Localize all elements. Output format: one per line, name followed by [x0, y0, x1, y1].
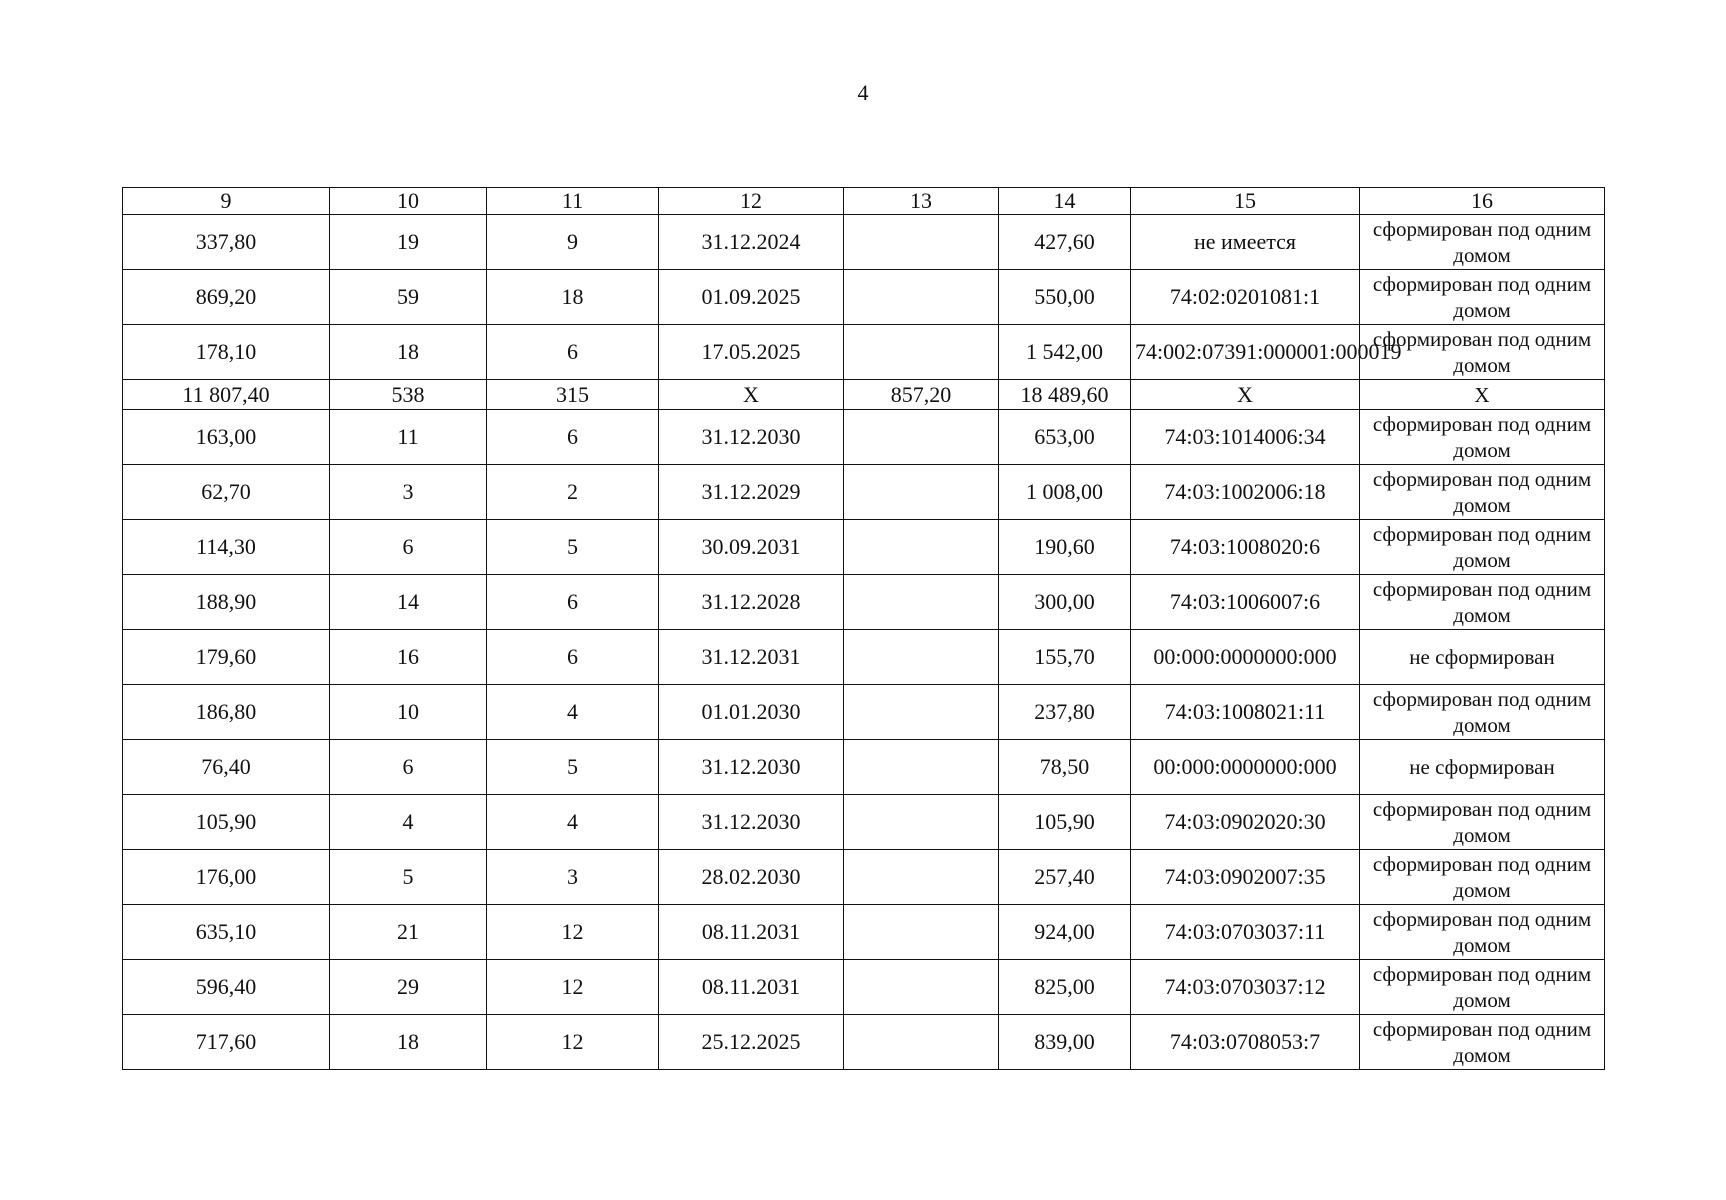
cell-area-14: 924,00 [999, 905, 1131, 960]
cell-area-9: 635,10 [123, 905, 330, 960]
cell-status-16: X [1360, 380, 1605, 410]
cell-area-14: 18 489,60 [999, 380, 1131, 410]
cell-count-11: 6 [487, 410, 659, 465]
cell-area-9: 186,80 [123, 685, 330, 740]
cell-count-10: 29 [330, 960, 487, 1015]
cell-cadastral-15: 74:03:1006007:6 [1131, 575, 1360, 630]
cell-cadastral-15: 74:03:1008021:11 [1131, 685, 1360, 740]
cell-area-13 [844, 905, 999, 960]
table-row [123, 1015, 1605, 1070]
cell-count-11: 12 [487, 960, 659, 1015]
cell-count-11: 4 [487, 685, 659, 740]
cell-count-10: 3 [330, 465, 487, 520]
cell-cadastral-15: 74:03:0708053:7 [1131, 1015, 1360, 1070]
cell-area-14: 237,80 [999, 685, 1131, 740]
column-header: 10 [330, 188, 487, 215]
cell-date-12: 08.11.2031 [659, 905, 844, 960]
cell-area-9: 76,40 [123, 740, 330, 795]
cell-area-14: 427,60 [999, 215, 1131, 270]
cell-cadastral-15: не имеется [1131, 215, 1360, 270]
cell-count-10: 6 [330, 740, 487, 795]
cell-count-11: 3 [487, 850, 659, 905]
cell-area-9: 717,60 [123, 1015, 330, 1070]
cell-area-14: 300,00 [999, 575, 1131, 630]
cell-status-16: сформирован под одним домом [1360, 215, 1605, 270]
table-row [123, 270, 1605, 325]
table-row [123, 685, 1605, 740]
cell-area-9: 176,00 [123, 850, 330, 905]
cell-count-11: 18 [487, 270, 659, 325]
cell-cadastral-15: 74:03:1014006:34 [1131, 410, 1360, 465]
cell-count-11: 315 [487, 380, 659, 410]
cell-status-16: сформирован под одним домом [1360, 850, 1605, 905]
cell-area-14: 155,70 [999, 630, 1131, 685]
cell-count-11: 9 [487, 215, 659, 270]
cell-count-10: 16 [330, 630, 487, 685]
cell-area-13 [844, 215, 999, 270]
table-row [123, 325, 1605, 380]
cell-date-12: 31.12.2029 [659, 465, 844, 520]
cell-count-10: 538 [330, 380, 487, 410]
cell-count-10: 59 [330, 270, 487, 325]
table-row [123, 520, 1605, 575]
column-header: 12 [659, 188, 844, 215]
cell-date-12: 17.05.2025 [659, 325, 844, 380]
cell-status-16: сформирован под одним домом [1360, 575, 1605, 630]
cell-status-16: не сформирован [1360, 630, 1605, 685]
cell-count-10: 19 [330, 215, 487, 270]
cell-date-12: 28.02.2030 [659, 850, 844, 905]
page-number: 4 [857, 80, 869, 105]
cell-status-16: сформирован под одним домом [1360, 325, 1605, 380]
cell-area-13 [844, 465, 999, 520]
cell-date-12: 30.09.2031 [659, 520, 844, 575]
cell-area-9: 11 807,40 [123, 380, 330, 410]
cell-area-9: 188,90 [123, 575, 330, 630]
cell-status-16: сформирован под одним домом [1360, 905, 1605, 960]
cell-area-9: 163,00 [123, 410, 330, 465]
cell-count-10: 5 [330, 850, 487, 905]
cell-date-12: 31.12.2030 [659, 795, 844, 850]
cell-area-13 [844, 685, 999, 740]
cell-status-16: сформирован под одним домом [1360, 410, 1605, 465]
cell-count-11: 6 [487, 575, 659, 630]
cell-area-13 [844, 850, 999, 905]
cell-area-13 [844, 630, 999, 685]
cell-count-10: 14 [330, 575, 487, 630]
cell-area-13 [844, 740, 999, 795]
cell-area-9: 596,40 [123, 960, 330, 1015]
cell-count-10: 6 [330, 520, 487, 575]
cell-date-12: 31.12.2030 [659, 740, 844, 795]
cell-area-13 [844, 795, 999, 850]
table-row [123, 795, 1605, 850]
header-row [123, 188, 1605, 215]
cell-area-13 [844, 575, 999, 630]
table-row [123, 215, 1605, 270]
cell-count-11: 5 [487, 520, 659, 575]
cell-cadastral-15: 00:000:0000000:000 [1131, 740, 1360, 795]
cell-area-14: 653,00 [999, 410, 1131, 465]
cell-area-14: 257,40 [999, 850, 1131, 905]
table-row [123, 410, 1605, 465]
cell-date-12: 31.12.2028 [659, 575, 844, 630]
cell-area-9: 337,80 [123, 215, 330, 270]
cell-status-16: сформирован под одним домом [1360, 465, 1605, 520]
cell-area-9: 869,20 [123, 270, 330, 325]
cell-cadastral-15: 74:03:0902007:35 [1131, 850, 1360, 905]
cell-count-11: 5 [487, 740, 659, 795]
cell-count-10: 18 [330, 1015, 487, 1070]
cell-cadastral-15: 74:03:0703037:11 [1131, 905, 1360, 960]
cell-count-10: 4 [330, 795, 487, 850]
cell-area-9: 105,90 [123, 795, 330, 850]
cell-status-16: сформирован под одним домом [1360, 685, 1605, 740]
cell-date-12: 08.11.2031 [659, 960, 844, 1015]
cell-count-10: 10 [330, 685, 487, 740]
cell-cadastral-15: 74:03:1008020:6 [1131, 520, 1360, 575]
table-body [123, 215, 1605, 1070]
cell-area-9: 179,60 [123, 630, 330, 685]
cell-cadastral-15: 74:03:0703037:12 [1131, 960, 1360, 1015]
cell-date-12: 31.12.2024 [659, 215, 844, 270]
table-row [123, 850, 1605, 905]
cell-status-16: сформирован под одним домом [1360, 1015, 1605, 1070]
column-header: 16 [1360, 188, 1605, 215]
cell-area-14: 105,90 [999, 795, 1131, 850]
table-row [123, 575, 1605, 630]
cell-date-12: 31.12.2031 [659, 630, 844, 685]
cell-cadastral-15: 74:03:0902020:30 [1131, 795, 1360, 850]
cell-count-11: 4 [487, 795, 659, 850]
cell-status-16: сформирован под одним домом [1360, 520, 1605, 575]
cell-area-9: 178,10 [123, 325, 330, 380]
cell-date-12: 01.01.2030 [659, 685, 844, 740]
column-header: 15 [1131, 188, 1360, 215]
column-header: 9 [123, 188, 330, 215]
table-row [123, 740, 1605, 795]
cell-status-16: сформирован под одним домом [1360, 795, 1605, 850]
cell-area-13: 857,20 [844, 380, 999, 410]
cell-area-13 [844, 1015, 999, 1070]
cell-status-16: сформирован под одним домом [1360, 960, 1605, 1015]
cell-area-13 [844, 325, 999, 380]
cell-count-11: 6 [487, 630, 659, 685]
cell-cadastral-15: X [1131, 380, 1360, 410]
cell-area-14: 1 542,00 [999, 325, 1131, 380]
cell-count-10: 11 [330, 410, 487, 465]
cell-area-9: 114,30 [123, 520, 330, 575]
cell-date-12: 25.12.2025 [659, 1015, 844, 1070]
cell-count-10: 18 [330, 325, 487, 380]
cell-area-14: 550,00 [999, 270, 1131, 325]
cell-area-14: 190,60 [999, 520, 1131, 575]
cell-count-11: 12 [487, 905, 659, 960]
cell-cadastral-15: 74:002:07391:000001:000019 [1131, 325, 1360, 380]
cell-area-14: 825,00 [999, 960, 1131, 1015]
table-row [123, 960, 1605, 1015]
table-row [123, 630, 1605, 685]
cell-area-14: 839,00 [999, 1015, 1131, 1070]
cell-area-13 [844, 520, 999, 575]
cell-count-10: 21 [330, 905, 487, 960]
column-header: 13 [844, 188, 999, 215]
cell-date-12: 01.09.2025 [659, 270, 844, 325]
cell-area-9: 62,70 [123, 465, 330, 520]
data-table [122, 187, 1605, 1070]
cell-count-11: 12 [487, 1015, 659, 1070]
table-row [123, 465, 1605, 520]
column-header: 11 [487, 188, 659, 215]
cell-date-12: X [659, 380, 844, 410]
cell-area-14: 1 008,00 [999, 465, 1131, 520]
table-row [123, 905, 1605, 960]
cell-date-12: 31.12.2030 [659, 410, 844, 465]
cell-area-14: 78,50 [999, 740, 1131, 795]
cell-cadastral-15: 00:000:0000000:000 [1131, 630, 1360, 685]
cell-count-11: 6 [487, 325, 659, 380]
cell-area-13 [844, 270, 999, 325]
cell-cadastral-15: 74:02:0201081:1 [1131, 270, 1360, 325]
cell-count-11: 2 [487, 465, 659, 520]
cell-area-13 [844, 960, 999, 1015]
cell-status-16: не сформирован [1360, 740, 1605, 795]
cell-area-13 [844, 410, 999, 465]
cell-status-16: сформирован под одним домом [1360, 270, 1605, 325]
table-total-row [123, 380, 1605, 410]
cell-cadastral-15: 74:03:1002006:18 [1131, 465, 1360, 520]
column-header: 14 [999, 188, 1131, 215]
